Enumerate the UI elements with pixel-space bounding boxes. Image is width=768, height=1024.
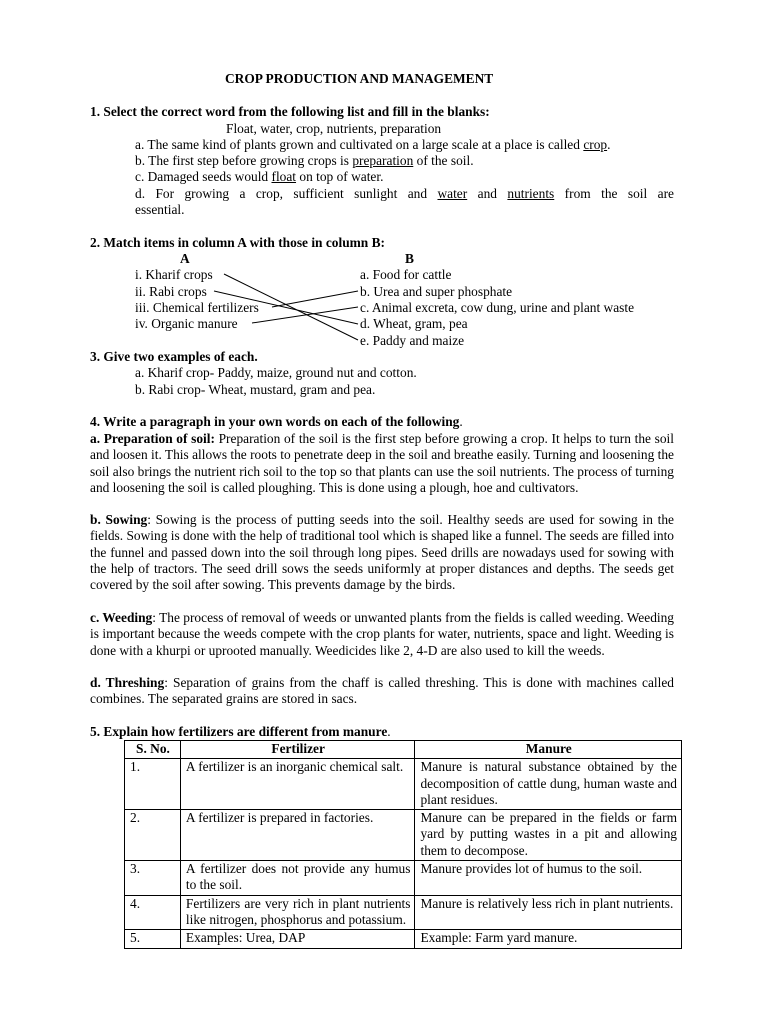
match-line-fertilizers xyxy=(272,291,358,307)
cell-s-no: 1. xyxy=(125,759,181,810)
q2-b-item: b. Urea and super phosphate xyxy=(360,284,513,299)
q2-column-a-label: A xyxy=(180,251,190,266)
q3-heading: 3. Give two examples of each. xyxy=(90,349,258,364)
cell-s-no: 2. xyxy=(125,810,181,861)
q2-a-item: ii. Rabi crops xyxy=(135,284,207,299)
q2-heading: 2. Match items in column A with those in column B: xyxy=(90,235,385,250)
fertilizer-manure-table xyxy=(124,740,682,949)
q4-heading: 4. Write a paragraph in your own words on each of the following. xyxy=(90,414,463,429)
cell-s-no: 3. xyxy=(125,861,181,896)
header-manure: Manure xyxy=(415,741,682,759)
q5-heading: 5. Explain how fertilizers are different from manure. xyxy=(90,724,391,739)
q1-item-d-cont: essential. xyxy=(135,202,185,217)
match-line-kharif xyxy=(224,274,358,340)
q2-a-item: i. Kharif crops xyxy=(135,267,213,282)
q2-b-item: a. Food for cattle xyxy=(360,267,452,282)
cell-s-no: 5. xyxy=(125,930,181,948)
cell-manure: Manure is relatively less rich in plant nutrients. xyxy=(415,895,682,930)
cell-fertilizer: A fertilizer is an inorganic chemical salt. xyxy=(180,759,415,810)
cell-fertilizer: A fertilizer is prepared in factories. xyxy=(180,810,415,861)
match-line-rabi xyxy=(214,291,358,324)
q1-item-b: b. The first step before growing crops is preparation of the soil. xyxy=(135,153,474,168)
table-row xyxy=(125,759,682,810)
q3-item-b: b. Rabi crop- Wheat, mustard, gram and pea. xyxy=(135,382,376,397)
q1-word-list: Float, water, crop, nutrients, preparation xyxy=(226,121,442,136)
q4-paragraph-preparation-of-soil: a. Preparation of soil: Preparation of the soil is the first step before growing a crop. It helps to turn the soil and loosen it. This allows the roots to penetrate deep in the soil and breathe easily. Turning and loosening the soil also brings the nutrient rich soil to the top so that plants can use the soil nutrients. The process of turning and loosening the soil is called ploughing. This is done using a plough, hoe and cultivators. xyxy=(90,431,674,495)
page-title: CROP PRODUCTION AND MANAGEMENT xyxy=(225,71,494,86)
table-header-row xyxy=(125,741,682,759)
q4-paragraph-sowing: b. Sowing: Sowing is the process of putting seeds into the soil. Healthy seeds are used for sowing in the fields. Sowing is done with the help of traditional tool which is shaped like a funnel. The seeds are filled into the funnel and passed down into the soil through long pipes. Seed drills are nowadays used for sowing with the help of tractors. The seed drill sows the seeds uniformly at proper distances and depths. The seeds get covered by the soil after sowing. This prevents damage by the birds. xyxy=(90,512,674,593)
cell-s-no: 4. xyxy=(125,895,181,930)
table-row xyxy=(125,810,682,861)
table-row xyxy=(125,895,682,930)
cell-fertilizer: A fertilizer does not provide any humus to the soil. xyxy=(180,861,415,896)
cell-fertilizer: Fertilizers are very rich in plant nutrients like nitrogen, phosphorus and potassium. xyxy=(180,895,415,930)
header-s-no: S. No. xyxy=(125,741,181,759)
q2-a-item: iii. Chemical fertilizers xyxy=(135,300,259,315)
cell-manure: Manure can be prepared in the fields or farm yard by putting wastes in a pit and allowing them to decompose. xyxy=(415,810,682,861)
table-row xyxy=(125,930,682,948)
q1-heading: 1. Select the correct word from the following list and fill in the blanks: xyxy=(90,104,490,119)
cell-manure: Manure provides lot of humus to the soil. xyxy=(415,861,682,896)
q1-item-c: c. Damaged seeds would float on top of water. xyxy=(135,169,384,184)
q1-item-a: a. The same kind of plants grown and cultivated on a large scale at a place is called crop. xyxy=(135,137,611,152)
cell-fertilizer: Examples: Urea, DAP xyxy=(180,930,415,948)
q2-b-item: e. Paddy and maize xyxy=(360,333,465,348)
q2-b-item: c. Animal excreta, cow dung, urine and plant waste xyxy=(360,300,635,315)
q1-item-d: d. For growing a crop, sufficient sunlight and water and nutrients from the soil are xyxy=(135,186,674,201)
header-fertilizer: Fertilizer xyxy=(180,741,415,759)
q4-paragraph-weeding: c. Weeding: The process of removal of weeds or unwanted plants from the fields is called weeding. Weeding is important because the weeds compete with the crop plants for water, nutrients, space and light. Weeding is done with a khurpi or uprooted manually. Weedicides like 2, 4-D are also used to kill the weeds. xyxy=(90,610,674,658)
table-row xyxy=(125,861,682,896)
q3-item-a: a. Kharif crop- Paddy, maize, ground nut and cotton. xyxy=(135,365,417,380)
q2-a-item: iv. Organic manure xyxy=(135,316,238,331)
q2-b-item: d. Wheat, gram, pea xyxy=(360,316,468,331)
q4-paragraph-threshing: d. Threshing: Separation of grains from the chaff is called threshing. This is done with machines called combines. The separated grains are stored in sacs. xyxy=(90,675,674,707)
cell-manure: Example: Farm yard manure. xyxy=(415,930,682,948)
q2-column-b-label: B xyxy=(405,251,414,266)
cell-manure: Manure is natural substance obtained by the decomposition of cattle dung, human waste and plant residues. xyxy=(415,759,682,810)
